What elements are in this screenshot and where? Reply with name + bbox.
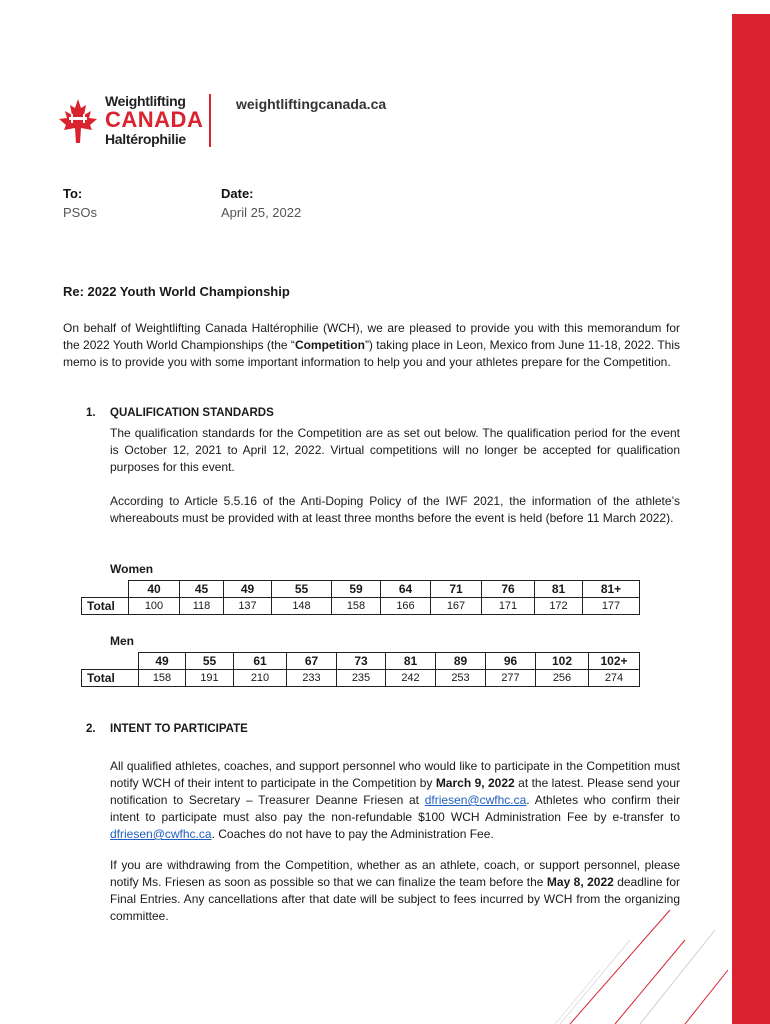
table-cell: 277 — [486, 670, 536, 687]
logo-line-canada: CANADA — [105, 107, 204, 132]
table-cell: 102 — [536, 653, 589, 670]
to-value: PSOs — [63, 205, 97, 220]
table-cell: 172 — [535, 598, 583, 615]
table-cell: 64 — [381, 581, 431, 598]
intent-text-2: at the latest. Please send your notification to Secretary – Treasurer Deanne Friesen at — [110, 776, 681, 807]
men-total-row — [82, 670, 640, 687]
table-cell: 71 — [431, 581, 482, 598]
withdraw-text-2: deadline for Final Entries. Any cancellations after that date will be subject to fees incurred by WCH from the organizing committee. — [110, 875, 681, 923]
header-divider — [209, 94, 211, 147]
table-cell: 102+ — [589, 653, 640, 670]
maple-leaf-icon — [57, 97, 99, 145]
table-cell: 59 — [332, 581, 381, 598]
table-cell: 158 — [332, 598, 381, 615]
march-deadline: March 9, 2022 — [435, 776, 515, 790]
table-corner — [82, 581, 129, 598]
table-cell: 235 — [337, 670, 386, 687]
table-cell: 89 — [436, 653, 486, 670]
table-cell: 100 — [129, 598, 180, 615]
table-cell: 167 — [431, 598, 482, 615]
table-cell: 191 — [186, 670, 234, 687]
email-link[interactable]: dfriesen@cwfhc.ca — [110, 827, 212, 841]
table-row-label: Total — [82, 598, 129, 615]
men-standards-table — [81, 652, 640, 687]
table-cell: 40 — [129, 581, 180, 598]
table-cell: 148 — [272, 598, 332, 615]
table-row-label: Total — [82, 670, 139, 687]
table-cell: 210 — [234, 670, 287, 687]
intent-text-3: . Athletes who confirm their intent to participate must also pay the non-refundable $100 WCH Administration Fee by e-transfer to — [110, 793, 680, 824]
website-url[interactable]: weightliftingcanada.ca — [236, 96, 387, 112]
intent-paragraph — [110, 758, 680, 843]
may-deadline: May 8, 2022 — [546, 875, 614, 889]
section-1-title: QUALIFICATION STANDARDS — [110, 407, 274, 419]
table-cell: 166 — [381, 598, 431, 615]
table-cell: 81 — [535, 581, 583, 598]
date-value: April 25, 2022 — [221, 205, 302, 220]
table-cell: 73 — [337, 653, 386, 670]
table-cell: 177 — [583, 598, 640, 615]
table-cell: 96 — [486, 653, 536, 670]
intro-text-bold: Competition — [294, 338, 365, 352]
table-cell: 242 — [386, 670, 436, 687]
table-cell: 81 — [386, 653, 436, 670]
memo-subject: Re: 2022 Youth World Championship — [63, 284, 290, 299]
logo-line-weightlifting: Weightlifting — [105, 93, 186, 109]
table-cell: 158 — [139, 670, 186, 687]
to-label: To: — [63, 186, 83, 201]
table-cell: 137 — [224, 598, 272, 615]
table-cell: 274 — [589, 670, 640, 687]
women-table-label: Women — [110, 562, 154, 576]
date-label: Date: — [221, 186, 254, 201]
intro-text-before: On behalf of Weightlifting Canada Haltérophilie (WCH), we are pleased to provide you with this memorandum for the 2022 Youth World Championships (the “ — [63, 321, 680, 352]
table-cell: 49 — [224, 581, 272, 598]
intro-paragraph — [63, 320, 680, 371]
intent-text-1: All qualified athletes, coaches, and support personnel who would like to participate in the Competition must notify WCH of their intent to participate in the Competition by — [110, 759, 680, 790]
intro-text-after: ”) taking place in Leon, Mexico from June 11-18, 2022. This memo is to provide you with some important information to help you and your athletes prepare for the Competition. — [63, 338, 680, 369]
email-link[interactable]: dfriesen@cwfhc.ca — [424, 793, 527, 807]
anti-doping-paragraph: According to Article 5.5.16 of the Anti-Doping Policy of the IWF 2021, the information of the athlete’s whereabouts must be provided with at least three months before the event is held (before 11 March 2022). — [110, 494, 680, 525]
section-1-number: 1. — [86, 407, 96, 419]
weightlifting-canada-logo — [57, 93, 204, 151]
table-cell: 45 — [180, 581, 224, 598]
table-cell: 171 — [482, 598, 535, 615]
women-category-row — [82, 581, 640, 598]
intent-text-4: . Coaches do not have to pay the Administration Fee. — [211, 827, 494, 841]
decorative-stripes — [480, 900, 730, 1024]
women-total-row — [82, 598, 640, 615]
table-cell: 55 — [272, 581, 332, 598]
men-category-row — [82, 653, 640, 670]
section-2-title: INTENT TO PARTICIPATE — [110, 723, 248, 735]
table-cell: 76 — [482, 581, 535, 598]
table-cell: 118 — [180, 598, 224, 615]
men-table-label: Men — [110, 634, 134, 648]
table-cell: 81+ — [583, 581, 640, 598]
qualification-paragraph: The qualification standards for the Competition are as set out below. The qualification period for the event is October 12, 2021 to April 12, 2022. Virtual competitions will no longer be accepted for qualification purposes for this event. — [110, 426, 680, 474]
table-cell: 61 — [234, 653, 287, 670]
table-cell: 67 — [287, 653, 337, 670]
logo-line-halterophilie: Haltérophilie — [105, 131, 186, 147]
section-2-number: 2. — [86, 723, 96, 735]
withdraw-text-1: If you are withdrawing from the Competition, whether as an athlete, coach, or support personnel, please notify Ms. Friesen as soon as possible so that we can finalize the team before the — [110, 858, 680, 889]
brand-side-bar — [732, 14, 770, 1024]
table-cell: 256 — [536, 670, 589, 687]
table-cell: 49 — [139, 653, 186, 670]
table-cell: 253 — [436, 670, 486, 687]
table-cell: 55 — [186, 653, 234, 670]
table-corner — [82, 653, 139, 670]
table-cell: 233 — [287, 670, 337, 687]
women-standards-table — [81, 580, 640, 615]
